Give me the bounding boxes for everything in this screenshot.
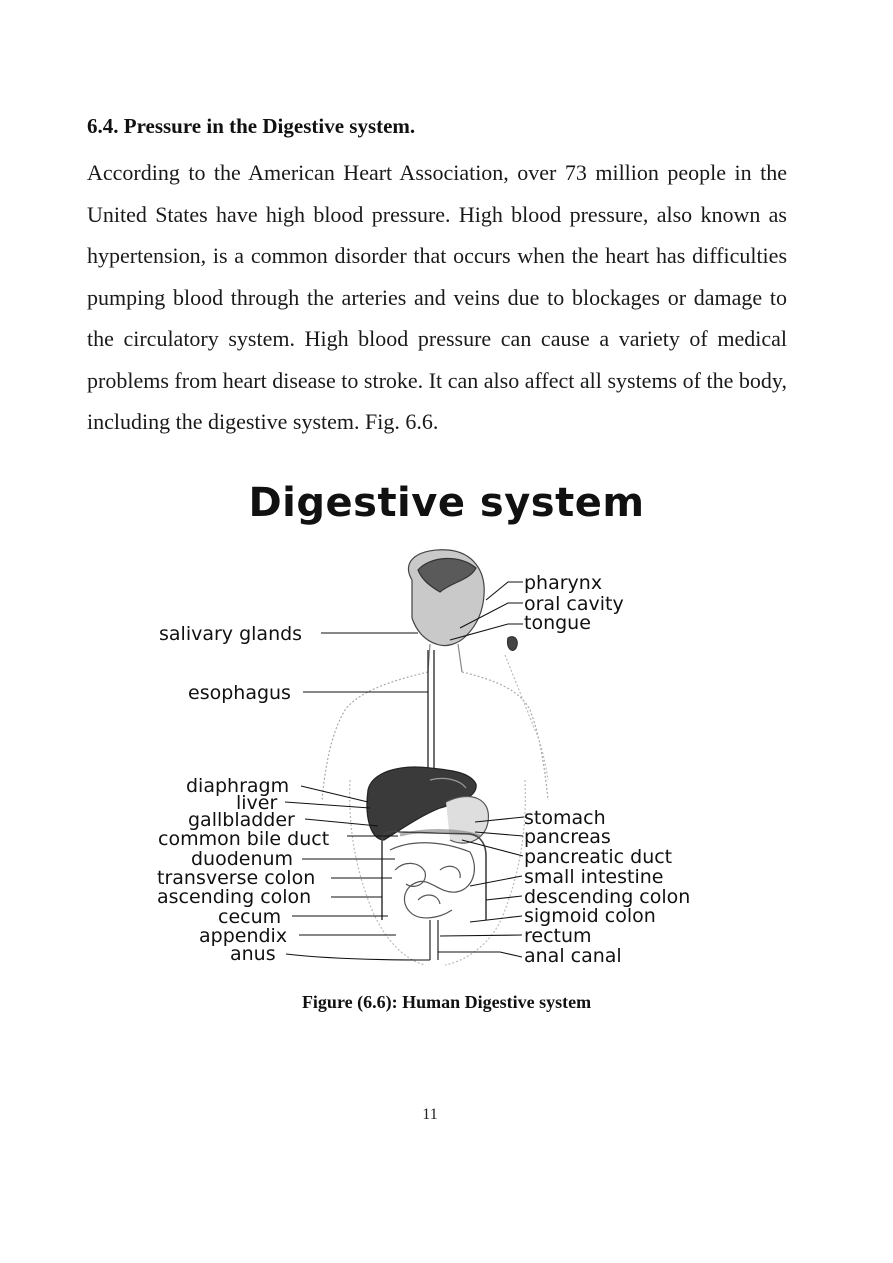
label-cecum: cecum [218,906,282,928]
diaphragm-leader [301,786,368,802]
sigmoid-colon-leader [470,916,522,922]
label-gallbladder: gallbladder [188,809,295,831]
left-labels [157,623,329,965]
rectum-leader [440,935,522,936]
label-descending-colon: descending colon [524,886,691,908]
digestive-system-diagram [0,540,893,980]
figure-caption: Figure (6.6): Human Digestive system [301,992,592,1012]
label-rectum: rectum [524,925,592,947]
label-pancreas: pancreas [524,826,611,848]
right-labels [524,572,690,967]
label-pharynx: pharynx [524,572,603,594]
label-anal-canal: anal canal [524,945,622,967]
label-ascending-colon: ascending colon [157,886,312,908]
page-number: 11 [422,1106,438,1123]
label-stomach: stomach [524,807,606,829]
label-pancreatic-duct: pancreatic duct [524,846,673,868]
label-tongue: tongue [524,612,591,634]
section-heading: 6.4. Pressure in the Digestive system. [87,114,416,138]
label-common-bile-duct: common bile duct [158,828,330,850]
label-anus: anus [230,943,276,965]
descending-colon-leader [486,896,522,900]
label-duodenum: duodenum [191,848,294,870]
figure-title: Digestive system [248,480,645,526]
small-intestine-leader [470,876,522,886]
human-torso-illustration [322,550,548,965]
liver-leader [285,802,370,808]
label-small-intestine: small intestine [524,866,664,888]
body-paragraph: According to the American Heart Association, over 73 million people in the United States have high blood pressure. High blood pressure, also known as hypertension, is a common disorder that occurs when the heart has difficulties pumping blood through the arteries and veins due to blockages or damage to the circulatory system. High blood pressure can cause a variety of medical problems from heart disease to stroke. It can also affect all systems of the body, including the digestive system. Fig. 6.6. [87,160,787,434]
label-transverse-colon: transverse colon [157,867,316,889]
label-diaphragm: diaphragm [186,775,290,797]
anal-canal-leader [438,952,522,957]
label-sigmoid-colon: sigmoid colon [524,905,656,927]
label-appendix: appendix [199,925,288,947]
label-liver: liver [236,792,278,814]
label-oral-cavity: oral cavity [524,593,624,615]
label-salivary-glands: salivary glands [159,623,303,645]
label-esophagus: esophagus [188,682,291,704]
gallbladder-leader [305,819,378,826]
pharynx-leader [486,582,523,600]
